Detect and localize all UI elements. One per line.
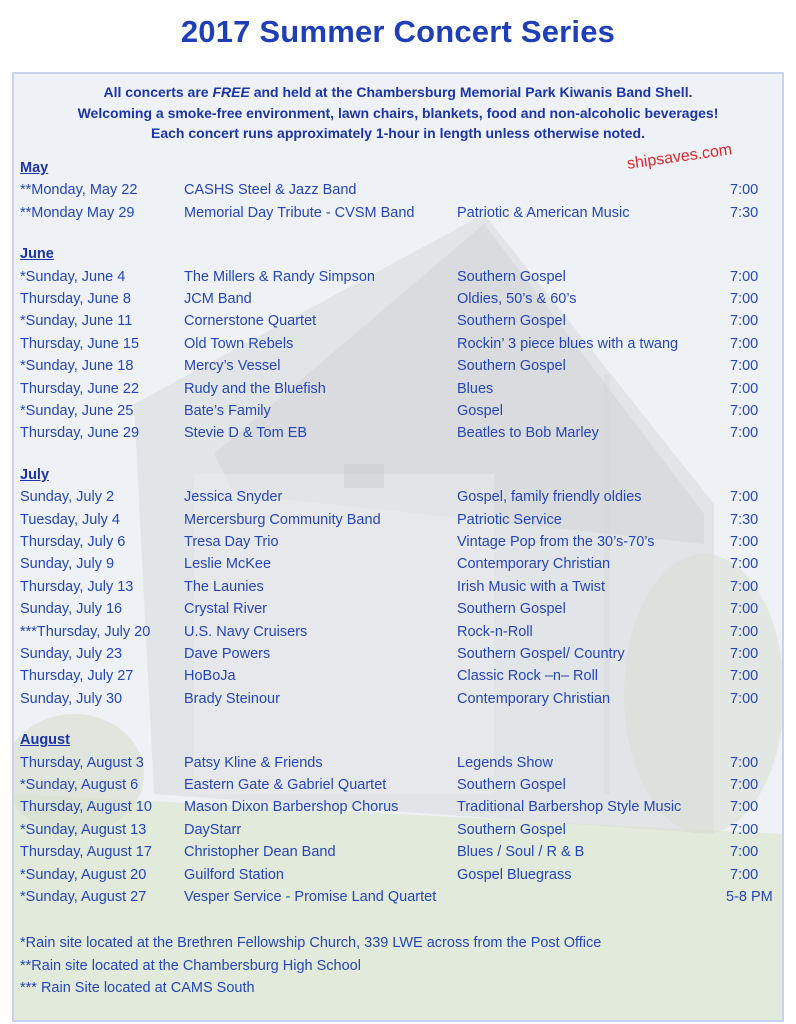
concert-time: 7:00: [730, 335, 759, 352]
concert-row: [14, 358, 782, 380]
concert-genre: Southern Gospel: [457, 358, 566, 375]
concert-genre: Southern Gospel: [457, 821, 566, 838]
concert-row: [14, 534, 782, 556]
concert-row: [14, 269, 782, 291]
concert-artist: Rudy and the Bluefish: [184, 380, 326, 397]
concert-date: Thursday, August 17: [20, 844, 152, 861]
concert-genre: Southern Gospel: [457, 601, 566, 618]
rain-site-notes: [20, 932, 601, 1000]
concert-time: 7:00: [730, 291, 759, 307]
concert-artist: Bate’s Family: [184, 403, 271, 419]
concert-time: 7:00: [730, 534, 759, 550]
concert-row: [14, 646, 782, 668]
concert-row: [14, 822, 782, 844]
concert-genre: Rock-n-Roll: [457, 623, 533, 640]
concert-artist: Old Town Rebels: [184, 335, 294, 352]
concert-artist: JCM Band: [184, 291, 252, 307]
concert-row: [14, 624, 782, 646]
concert-artist: DayStarr: [184, 821, 242, 838]
concert-date: *Sunday, June 4: [20, 268, 126, 285]
concert-genre: Blues / Soul / R & B: [457, 844, 585, 861]
concert-row: [14, 755, 782, 777]
concert-row: [14, 799, 782, 821]
concert-time: 7:00: [730, 489, 759, 506]
concert-genre: Gospel: [457, 403, 503, 419]
concert-time: 7:30: [730, 204, 759, 221]
concert-date: Sunday, July 16: [20, 601, 123, 618]
concert-date: Sunday, July 2: [20, 489, 115, 506]
concert-date: Thursday, June 22: [20, 380, 140, 397]
free-emphasis: FREE: [212, 84, 250, 100]
concert-row: [14, 489, 782, 511]
concert-date: Sunday, July 30: [20, 690, 123, 707]
rain-note-2: **Rain site located at the Chambersburg High School: [20, 957, 361, 974]
concert-row: [14, 601, 782, 623]
concert-genre: Blues: [457, 380, 494, 397]
intro-text: [14, 82, 782, 144]
concert-time: 7:00: [730, 556, 759, 573]
concert-artist: Christopher Dean Band: [184, 844, 336, 861]
concert-time: 7:00: [730, 690, 759, 707]
concert-genre: Irish Music with a Twist: [457, 578, 605, 595]
concert-artist: Jessica Snyder: [184, 489, 283, 506]
concert-date: Thursday, June 29: [20, 425, 140, 442]
concert-time: 7:00: [730, 646, 759, 662]
concert-date: Thursday, July 13: [20, 578, 134, 595]
concert-genre: Beatles to Bob Marley: [457, 425, 599, 442]
concert-date: Thursday, July 27: [20, 668, 134, 685]
concert-genre: Patriotic Service: [457, 511, 562, 528]
concert-date: *Sunday, August 27: [20, 889, 147, 905]
concert-genre: Gospel, family friendly oldies: [457, 489, 642, 506]
concert-row: [14, 336, 782, 358]
concert-row: [14, 844, 782, 866]
concert-date: **Monday May 29: [20, 204, 135, 221]
concert-artist: The Launies: [184, 578, 264, 595]
concert-time: 7:00: [730, 799, 759, 816]
intro-line-3: Each concert runs approximately 1-hour in length unless otherwise noted.: [151, 125, 645, 141]
month-heading-may: May: [20, 160, 49, 176]
concert-time: 7:00: [730, 623, 759, 640]
concert-artist: Cornerstone Quartet: [184, 313, 317, 330]
concert-genre: Oldies, 50’s & 60’s: [457, 291, 577, 307]
concert-artist: Mercy’s Vessel: [184, 358, 281, 375]
concert-artist: Guilford Station: [184, 866, 284, 883]
concert-genre: Contemporary Christian: [457, 556, 611, 573]
concert-row: [14, 291, 782, 313]
concert-row: [14, 205, 782, 227]
intro-line-1: All concerts are FREE and held at the Chambersburg Memorial Park Kiwanis Band Shell.: [103, 84, 693, 100]
concert-date: *Sunday, August 20: [20, 866, 147, 883]
concert-date: *Sunday, June 18: [20, 358, 134, 375]
intro-line-2: Welcoming a smoke-free environment, lawn chairs, blankets, food and non-alcoholic beverages!: [77, 104, 719, 121]
concert-artist: Vesper Service - Promise Land Quartet: [184, 889, 437, 905]
concert-row: [14, 777, 782, 799]
concert-genre: Legends Show: [457, 754, 553, 771]
concert-time: 7:00: [730, 754, 759, 771]
concert-genre: Contemporary Christian: [457, 690, 611, 707]
concert-genre: Traditional Barbershop Style Music: [457, 799, 682, 816]
concert-artist: Stevie D & Tom EB: [184, 425, 308, 442]
concert-time: 7:00: [730, 578, 759, 595]
concert-time: 7:30: [730, 511, 759, 528]
concert-date: *Sunday, August 6: [20, 777, 139, 793]
concert-date: *Sunday, June 11: [20, 313, 133, 330]
concert-date: *Sunday, June 25: [20, 403, 134, 419]
concert-row: [14, 889, 782, 911]
concert-row: [14, 381, 782, 403]
concert-row: [14, 867, 782, 889]
concert-date: Thursday, July 6: [20, 534, 126, 550]
concert-genre: Southern Gospel/ Country: [457, 646, 625, 662]
concert-genre: Vintage Pop from the 30’s-70’s: [457, 534, 655, 550]
rain-note-3: *** Rain Site located at CAMS South: [20, 980, 255, 996]
concert-artist: Crystal River: [184, 601, 267, 618]
concert-artist: HoBoJa: [184, 668, 236, 685]
concert-artist: The Millers & Randy Simpson: [184, 268, 375, 285]
concert-date: *Sunday, August 13: [20, 821, 147, 838]
concert-date: Thursday, June 15: [20, 335, 140, 352]
concert-time: 7:00: [730, 380, 759, 397]
concert-row: [14, 403, 782, 425]
concert-artist: Memorial Day Tribute - CVSM Band: [184, 204, 415, 221]
concert-row: [14, 556, 782, 578]
page-title: 2017 Summer Concert Series: [180, 14, 616, 49]
concert-time: 7:00: [730, 777, 759, 793]
schedule-panel: [12, 72, 784, 1022]
concert-date: Sunday, July 23: [20, 646, 123, 662]
rain-note-1: *Rain site located at the Brethren Fellowship Church, 339 LWE across from the Post Office: [20, 935, 602, 951]
month-heading-june: June: [20, 246, 54, 263]
concert-genre: Southern Gospel: [457, 268, 566, 285]
month-heading-august: August: [20, 732, 70, 749]
concert-date: Sunday, July 9: [20, 556, 115, 573]
concert-time: 7:00: [730, 403, 759, 419]
concert-date: Thursday, August 10: [20, 799, 152, 816]
concert-date: Thursday, August 3: [20, 754, 144, 771]
concert-row: [14, 313, 782, 335]
concert-row: [14, 512, 782, 534]
concert-row: [14, 182, 782, 204]
concert-artist: Mason Dixon Barbershop Chorus: [184, 799, 399, 816]
concert-row: [14, 579, 782, 601]
concert-date: Tuesday, July 4: [20, 511, 120, 528]
concert-artist: Patsy Kline & Friends: [184, 754, 323, 771]
concert-time: 7:00: [730, 182, 759, 199]
concert-time: 7:00: [730, 313, 759, 330]
concert-time: 7:00: [730, 268, 759, 285]
concert-genre: Southern Gospel: [457, 313, 566, 330]
concert-artist: Mercersburg Community Band: [184, 511, 381, 528]
concert-time: 7:00: [730, 844, 759, 861]
concert-row: [14, 668, 782, 690]
concert-time: 5-8 PM: [726, 889, 773, 905]
concert-genre: Patriotic & American Music: [457, 204, 630, 221]
concert-genre: Southern Gospel: [457, 777, 566, 793]
concert-artist: Dave Powers: [184, 646, 271, 662]
concert-date: **Monday, May 22: [20, 182, 138, 199]
concert-artist: Brady Steinour: [184, 690, 280, 707]
concert-date: ***Thursday, July 20: [20, 623, 151, 640]
concert-date: Thursday, June 8: [20, 291, 131, 307]
concert-artist: CASHS Steel & Jazz Band: [184, 182, 357, 199]
month-heading-july: July: [20, 466, 50, 483]
concert-time: 7:00: [730, 358, 759, 375]
concert-time: 7:00: [730, 668, 759, 685]
concert-row: [14, 691, 782, 713]
concert-time: 7:00: [730, 425, 759, 442]
concert-genre: Gospel Bluegrass: [457, 866, 572, 883]
watermark: shipsaves.com: [626, 141, 734, 173]
concert-artist: Tresa Day Trio: [184, 534, 279, 550]
concert-row: [14, 425, 782, 447]
concert-genre: Rockin’ 3 piece blues with a twang: [457, 335, 679, 352]
concert-time: 7:00: [730, 601, 759, 618]
concert-artist: Eastern Gate & Gabriel Quartet: [184, 777, 387, 793]
concert-genre: Classic Rock –n– Roll: [457, 668, 599, 685]
concert-artist: U.S. Navy Cruisers: [184, 623, 308, 640]
concert-time: 7:00: [730, 866, 759, 883]
concert-time: 7:00: [730, 821, 759, 838]
concert-artist: Leslie McKee: [184, 556, 272, 573]
